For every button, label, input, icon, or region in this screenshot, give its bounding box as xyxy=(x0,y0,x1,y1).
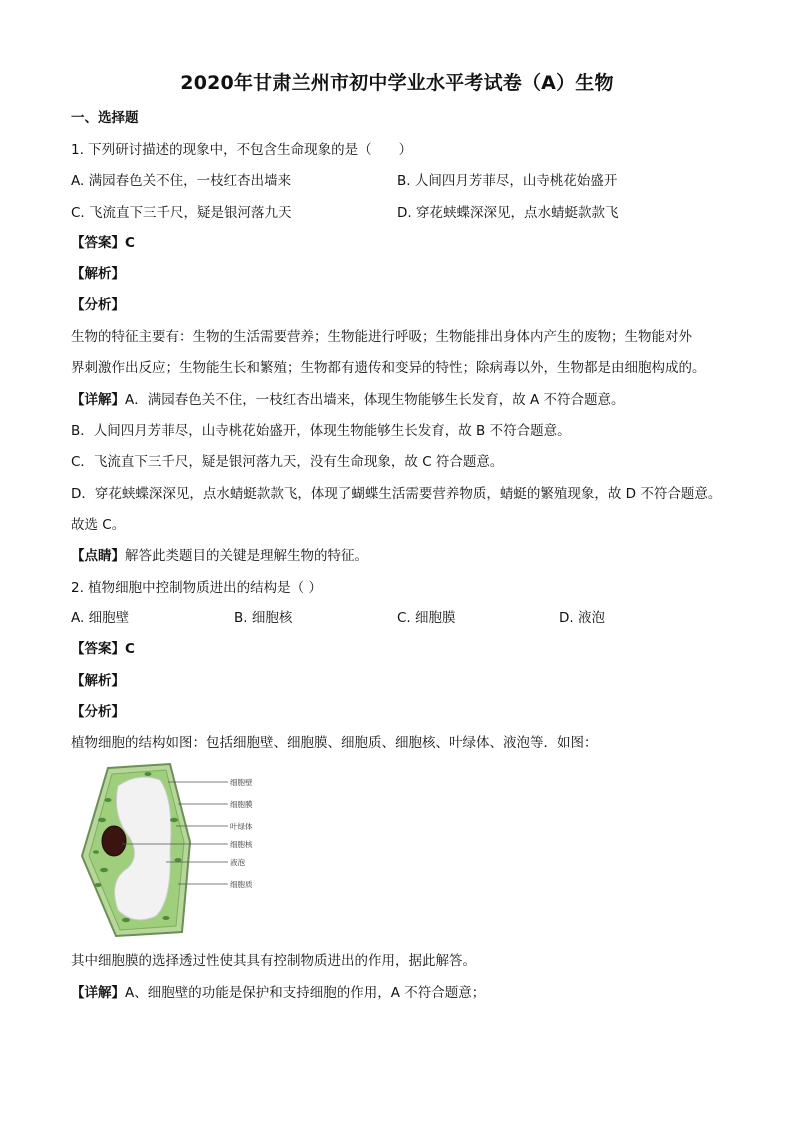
label-cell-membrane: 细胞膜 xyxy=(230,800,253,809)
q1-analysis-tag: 【解析】 xyxy=(71,266,125,282)
detail-tag: 【详解】 xyxy=(71,985,125,1001)
answer-tag: 【答案】 xyxy=(71,235,125,251)
q2-after-figure: 其中细胞膜的选择透过性使其具有控制物质进出的作用，据此解答。 xyxy=(71,953,476,969)
comment-text: 解答此类题目的关键是理解生物的特征。 xyxy=(125,548,368,564)
q1-detail-b: B．人间四月芳菲尽，山寺桃花始盛开，体现生物能够生长发育，故 B 不符合题意。 xyxy=(71,423,571,439)
label-cell-wall: 细胞壁 xyxy=(230,778,253,787)
q1-answer xyxy=(71,233,135,253)
q2-option-c: C. 细胞膜 xyxy=(397,610,456,626)
q1-fenxi-line1: 生物的特征主要有：生物的生活需要营养；生物能进行呼吸；生物能排出身体内产生的废物；生物能对外 xyxy=(71,329,692,345)
page-title: 2020年甘肃兰州市初中学业水平考试卷（A）生物 xyxy=(180,72,614,94)
nucleus-shape xyxy=(102,826,126,856)
q2-option-a: A. 细胞壁 xyxy=(71,610,130,626)
q1-option-c: C. 飞流直下三千尺，疑是银河落九天 xyxy=(71,205,292,221)
detail-a-text: A、细胞壁的功能是保护和支持细胞的作用，A 不符合题意； xyxy=(125,985,486,1001)
q1-option-b: B. 人间四月芳菲尽，山寺桃花始盛开 xyxy=(397,173,618,189)
q2-option-d: D. 液泡 xyxy=(559,610,605,626)
label-cytoplasm: 细胞质 xyxy=(230,880,253,889)
q1-option-a: A. 满园春色关不住，一枝红杏出墙来 xyxy=(71,173,292,189)
q1-option-d: D. 穿花蛱蝶深深见，点水蜻蜓款款飞 xyxy=(397,205,619,221)
label-chloroplast: 叶绿体 xyxy=(230,822,253,831)
answer-value: C xyxy=(125,235,135,251)
q2-analysis-tag: 【解析】 xyxy=(71,673,125,689)
plant-cell-diagram xyxy=(78,760,298,940)
q1-detail-d: D．穿花蛱蝶深深见，点水蜻蜓款款飞，体现了蝴蝶生活需要营养物质，蜻蜓的繁殖现象，故 D 不符合题意。 xyxy=(71,486,722,502)
q2-fenxi-tag: 【分析】 xyxy=(71,704,125,720)
q1-detail-a xyxy=(71,390,625,410)
detail-a-text: A．满园春色关不住，一枝红杏出墙来，体现生物能够生长发育，故 A 不符合题意。 xyxy=(125,392,625,408)
answer-value: C xyxy=(125,641,135,657)
answer-tag: 【答案】 xyxy=(71,641,125,657)
comment-tag: 【点睛】 xyxy=(71,548,125,564)
plant-cell-figure xyxy=(78,760,298,940)
q1-stem: 1. 下列研讨描述的现象中，不包含生命现象的是（ ） xyxy=(71,142,413,158)
q2-stem: 2. 植物细胞中控制物质进出的结构是（ ） xyxy=(71,580,322,596)
label-vacuole: 液泡 xyxy=(230,858,245,867)
detail-tag: 【详解】 xyxy=(71,392,125,408)
q2-option-b: B. 细胞核 xyxy=(234,610,293,626)
label-nucleus: 细胞核 xyxy=(230,840,253,849)
q1-fenxi-tag: 【分析】 xyxy=(71,297,125,313)
q1-conclusion: 故选 C。 xyxy=(71,517,126,533)
q2-detail-a xyxy=(71,983,485,1003)
q1-detail-c: C．飞流直下三千尺，疑是银河落九天，没有生命现象，故 C 符合题意。 xyxy=(71,454,504,470)
section-heading: 一、选择题 xyxy=(71,110,139,126)
q2-fenxi-line: 植物细胞的结构如图：包括细胞壁、细胞膜、细胞质、细胞核、叶绿体、液泡等．如图： xyxy=(71,735,598,751)
q1-fenxi-line2: 界刺激作出反应；生物能生长和繁殖；生物都有遗传和变异的特性；除病毒以外，生物都是由细胞构成的。 xyxy=(71,360,706,376)
q2-answer xyxy=(71,639,135,659)
q1-comment xyxy=(71,546,368,566)
